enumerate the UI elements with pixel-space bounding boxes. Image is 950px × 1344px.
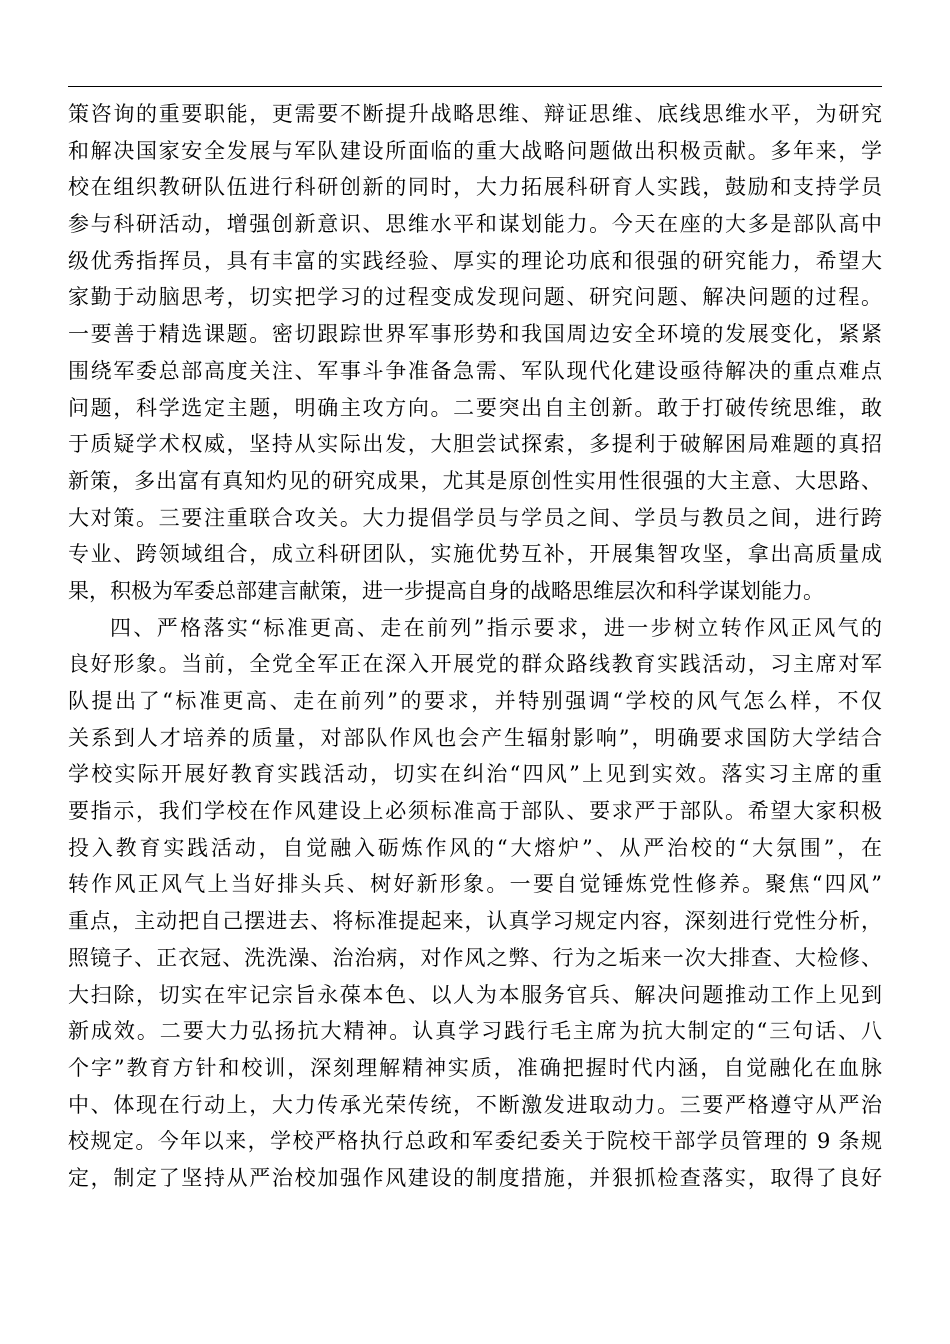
text-line: 围绕军委总部高度关注、军事斗争准备急需、军队现代化建设亟待解决的重点难点 xyxy=(68,358,882,383)
text-line: 专业、跨领域组合，成立科研团队，实施优势互补，开展集智攻坚，拿出高质量成 xyxy=(68,542,882,567)
text-line: 转作风正风气上当好排头兵、树好新形象。一要自觉锤炼党性修养。聚焦“四风” xyxy=(68,872,882,897)
text-line: 果，积极为军委总部建言献策，进一步提高自身的战略思维层次和科学谋划能力。 xyxy=(68,578,824,603)
text-line: 中、体现在行动上，大力传承光荣传统，不断激发进取动力。三要严格遵守从严治 xyxy=(68,1092,882,1117)
text-line: 于质疑学术权威，坚持从实际出发，大胆尝试探索，多提利于破解困局难题的真招 xyxy=(68,432,882,457)
text-line: 队提出了“标准更高、走在前列”的要求，并特别强调“学校的风气怎么样，不仅 xyxy=(68,689,882,713)
text-line: 照镜子、正衣冠、洗洗澡、治治病，对作风之弊、行为之垢来一次大排查、大检修、 xyxy=(68,945,882,970)
text-line: 投入教育实践活动，自觉融入砺炼作风的“大熔炉”、从严治校的“大氛围”，在 xyxy=(68,835,882,860)
text-line: 新成效。二要大力弘扬抗大精神。认真学习践行毛主席为抗大制定的“三句话、八 xyxy=(68,1019,882,1044)
text-line: 参与科研活动，增强创新意识、思维水平和谋划能力。今天在座的大多是部队高中 xyxy=(68,212,882,237)
header-rule xyxy=(68,86,882,87)
text-line: 大扫除，切实在牢记宗旨永葆本色、以人为本服务官兵、解决问题推动工作上见到 xyxy=(68,982,882,1007)
text-line: 大对策。三要注重联合攻关。大力提倡学员与学员之间、学员与教员之间，进行跨 xyxy=(68,505,882,530)
text-line: 校规定。今年以来，学校严格执行总政和军委纪委关于院校干部学员管理的 9 条规 xyxy=(68,1129,882,1154)
text-line: 定，制定了坚持从严治校加强作风建设的制度措施，并狠抓检查落实，取得了良好 xyxy=(68,1165,882,1190)
text-line: 良好形象。当前，全党全军正在深入开展党的群众路线教育实践活动，习主席对军 xyxy=(68,652,882,677)
text-line: 校在组织教研队伍进行科研创新的同时，大力拓展科研育人实践，鼓励和支持学员 xyxy=(68,175,882,200)
text-line: 策咨询的重要职能，更需要不断提升战略思维、辩证思维、底线思维水平，为研究 xyxy=(68,102,882,126)
text-line: 要指示，我们学校在作风建设上必须标准高于部队、要求严于部队。希望大家积极 xyxy=(68,799,882,824)
text-line: 问题，科学选定主题，明确主攻方向。二要突出自主创新。敢于打破传统思维，敢 xyxy=(68,395,882,420)
text-line: 级优秀指挥员，具有丰富的实践经验、厚实的理论功底和很强的研究能力，希望大 xyxy=(68,248,882,273)
text-line: 一要善于精选课题。密切跟踪世界军事形势和我国周边安全环境的发展变化，紧紧 xyxy=(68,322,882,347)
text-line: 和解决国家安全发展与军队建设所面临的重大战略问题做出积极贡献。多年来，学 xyxy=(68,138,882,163)
body-text xyxy=(68,96,882,1197)
text-line: 关系到人才培养的质量，对部队作风也会产生辐射影响”，明确要求国防大学结合 xyxy=(68,725,882,750)
paragraph-start-line: 四、严格落实“标准更高、走在前列”指示要求，进一步树立转作风正风气的 xyxy=(110,615,882,640)
text-line: 家勤于动脑思考，切实把学习的过程变成发现问题、研究问题、解决问题的过程。 xyxy=(68,285,882,310)
text-line: 个字”教育方针和校训，深刻理解精神实质，准确把握时代内涵，自觉融化在血脉 xyxy=(68,1055,882,1080)
text-line: 学校实际开展好教育实践活动，切实在纠治“四风”上见到实效。落实习主席的重 xyxy=(68,762,882,787)
text-line: 新策，多出富有真知灼见的研究成果，尤其是原创性实用性很强的大主意、大思路、 xyxy=(68,468,882,493)
text-line: 重点，主动把自己摆进去、将标准提起来，认真学习规定内容，深刻进行党性分析， xyxy=(68,909,882,934)
